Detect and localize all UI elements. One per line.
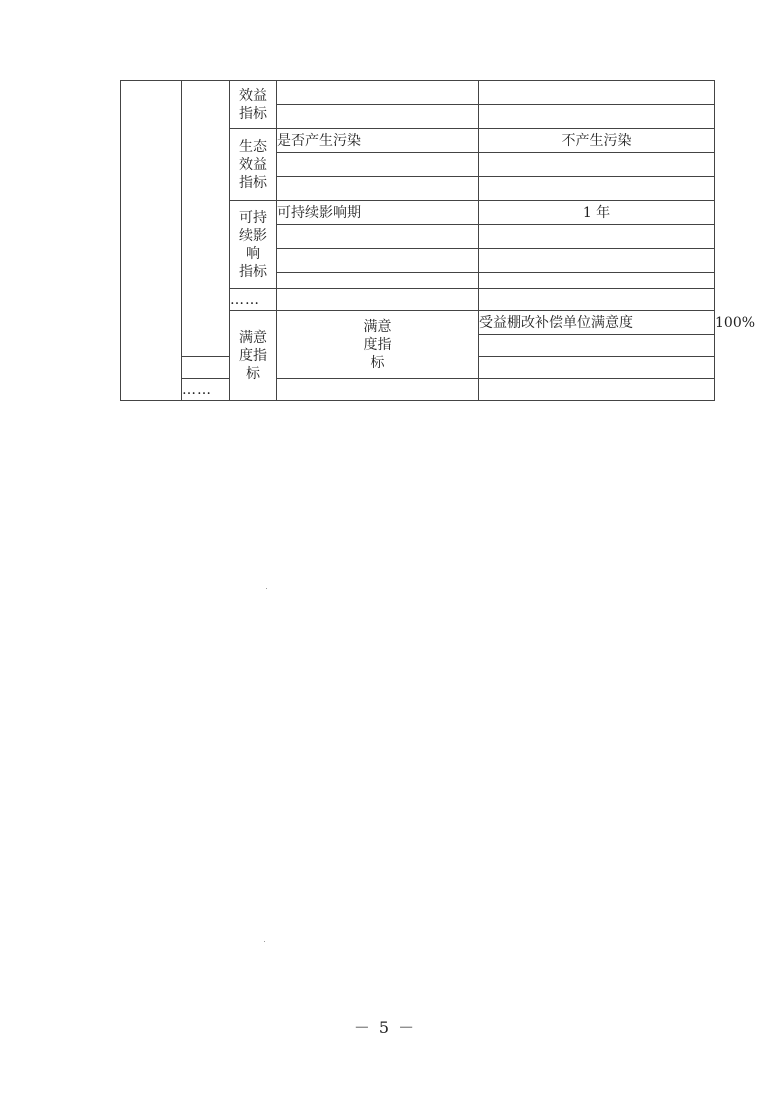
benefit-metric-cell: [277, 105, 479, 129]
performance-indicator-table: [120, 80, 756, 401]
table-row: [121, 379, 715, 401]
satisfaction-metric-cell: [182, 357, 230, 379]
sustainability-indicator-label: 可持 续影 响 指标: [230, 201, 277, 289]
sustain-value-cell: [479, 273, 715, 289]
eco-metric-cell: [277, 177, 479, 201]
table-row: 满意 度指 标 满意 度指 标 受益棚改补偿单位满意度 100%: [121, 311, 715, 335]
benefit-value-cell: [479, 105, 715, 129]
ellipsis-cell: ……: [230, 289, 277, 311]
satisfaction-top-indicator-label: 满意 度指 标: [230, 311, 277, 401]
eco-value-cell: [479, 153, 715, 177]
eco-value-cell: [479, 177, 715, 201]
sustain-value-cell: [479, 249, 715, 273]
satisfaction-indicator-label: 满意 度指 标: [277, 311, 479, 379]
outer-blank-column-cell: [121, 81, 182, 401]
satisfaction-metric: 受益棚改补偿单位满意度: [479, 311, 715, 335]
satisfaction-metric-cell: [479, 335, 715, 357]
benefit-metric-cell: [277, 81, 479, 105]
page-number: － 5 －: [353, 1018, 417, 1037]
sustain-value-cell: [479, 225, 715, 249]
metric-cell: [277, 379, 479, 401]
benefit-indicator-label: 效益 指标: [230, 81, 277, 129]
value-cell: [479, 379, 715, 401]
eco-metric-pollution: 是否产生污染: [277, 129, 479, 153]
metric-cell: [277, 289, 479, 311]
ellipsis-cell: ……: [182, 379, 230, 401]
sustain-value-period: 1 年: [479, 201, 715, 225]
value-cell: [479, 289, 715, 311]
sustain-metric-cell: [277, 225, 479, 249]
eco-benefit-indicator-label: 生态 效益 指标: [230, 129, 277, 201]
benefit-value-cell: [479, 81, 715, 105]
satisfaction-value-cell: [479, 357, 715, 379]
scan-speck: [266, 588, 267, 589]
scan-speck: [264, 941, 265, 942]
inner-blank-column-cell: [182, 81, 230, 357]
sustain-metric-cell: [277, 249, 479, 273]
eco-metric-cell: [277, 153, 479, 177]
sustain-metric-cell: [277, 273, 479, 289]
sustain-metric-period: 可持续影响期: [277, 201, 479, 225]
table-row: [121, 81, 715, 105]
eco-value-pollution: 不产生污染: [479, 129, 715, 153]
